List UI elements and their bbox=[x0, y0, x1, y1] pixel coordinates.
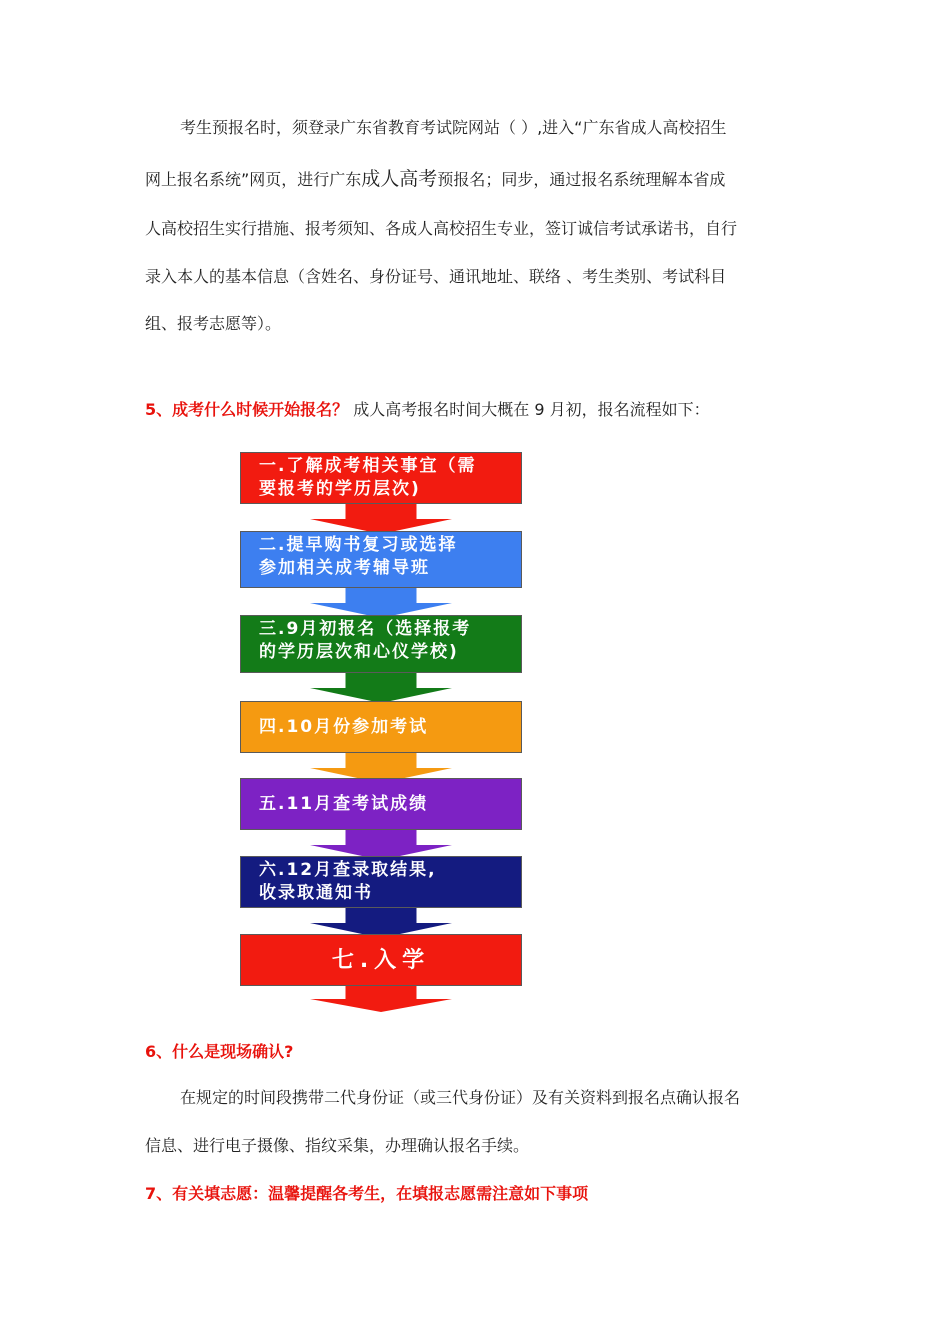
q5-heading: 5、成考什么时候开始报名？ bbox=[145, 400, 349, 419]
q5-text: 成人高考报名时间大概在 9 月初，报名流程如下： bbox=[348, 400, 710, 419]
flow-step-2-line-1: 二.提早购书复习或选择 bbox=[259, 535, 458, 555]
flow-step-4 bbox=[240, 701, 522, 753]
flow-arrow-3 bbox=[310, 673, 452, 703]
flow-step-6-line-2: 收录取通知书 bbox=[259, 883, 373, 903]
flow-step-1-line-1: 一.了解成考相关事宜（需 bbox=[259, 456, 477, 476]
flow-arrow-2 bbox=[310, 588, 452, 618]
flow-step-3-line-1: 三.9月初报名（选择报考 bbox=[259, 619, 472, 639]
flow-step-4-line-1: 四.10月份参加考试 bbox=[259, 716, 429, 737]
flow-arrow-7 bbox=[310, 986, 452, 1012]
intro-line-2b: 成人高考 bbox=[361, 168, 438, 190]
q6-heading: 6、什么是现场确认? bbox=[145, 1042, 294, 1061]
q7-heading: 7、有关填志愿：温馨提醒各考生，在填报志愿需注意如下事项 bbox=[145, 1184, 589, 1203]
intro-line-3: 人高校招生实行措施、报考须知、各成人高校招生专业，签订诚信考试承诺书，自行 bbox=[145, 219, 738, 238]
flow-step-7-line-1: 七.入学 bbox=[331, 947, 431, 973]
flow-step-5 bbox=[240, 778, 522, 830]
q6-line-1: 在规定的时间段携带二代身份证（或三代身份证）及有关资料到报名点确认报名 bbox=[180, 1088, 741, 1107]
intro-line-2 bbox=[145, 168, 825, 191]
intro-line-5: 组、报考志愿等）。 bbox=[145, 314, 282, 333]
flow-step-3 bbox=[240, 615, 522, 673]
intro-line-2a: 网上报名系统”网页，进行广东 bbox=[145, 170, 362, 189]
intro-line-4: 录入本人的基本信息（含姓名、身份证号、通讯地址、联络 、考生类别、考试科目 bbox=[145, 267, 727, 286]
flow-step-6 bbox=[240, 856, 522, 908]
flow-step-3-line-2: 的学历层次和心仪学校) bbox=[259, 642, 459, 662]
flow-step-1-line-2: 要报考的学历层次) bbox=[259, 479, 421, 499]
flow-step-6-line-1: 六.12月查录取结果, bbox=[259, 860, 437, 880]
flow-step-1 bbox=[240, 452, 522, 504]
q5-line bbox=[145, 399, 825, 421]
q6-line-2: 信息、进行电子摄像、指纹采集，办理确认报名手续。 bbox=[145, 1136, 530, 1155]
intro-line-2c: 预报名；同步，通过报名系统理解本省成 bbox=[437, 170, 726, 189]
flow-step-2 bbox=[240, 531, 522, 588]
flow-step-5-line-1: 五.11月查考试成绩 bbox=[259, 793, 429, 814]
flow-step-7 bbox=[240, 934, 522, 986]
flow-arrow-1 bbox=[310, 504, 452, 534]
intro-line-1: 考生预报名时，须登录广东省教育考试院网站（ ）,进入“广东省成人高校招生 bbox=[180, 118, 727, 137]
flow-step-2-line-2: 参加相关成考辅导班 bbox=[259, 558, 430, 578]
